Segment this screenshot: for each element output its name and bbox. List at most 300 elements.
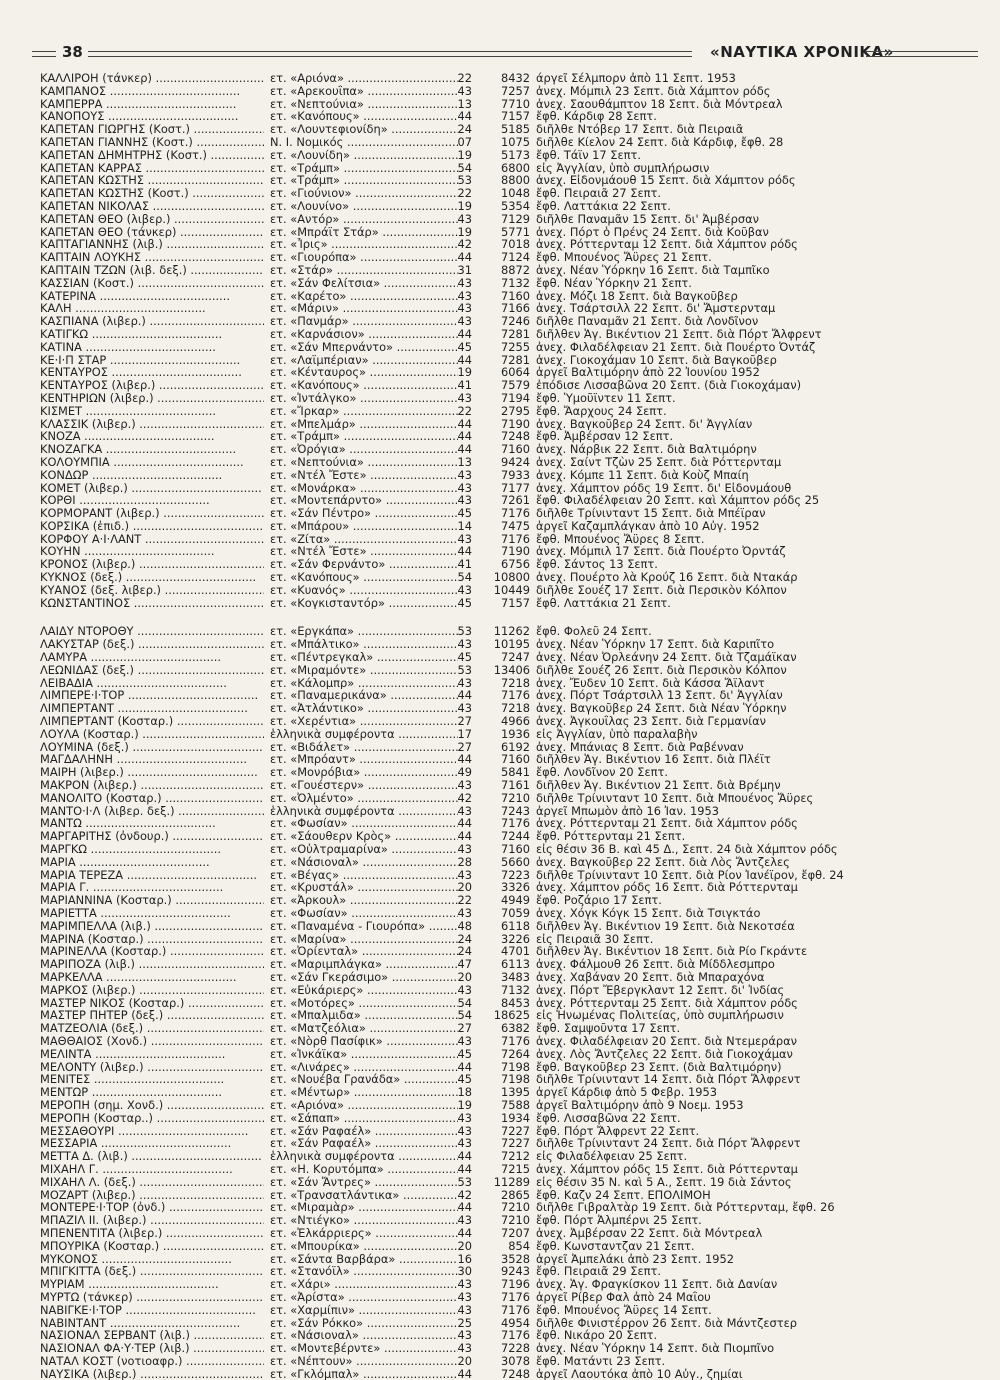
tonnage-value: 7190 [501, 417, 530, 431]
ship-entry-row [40, 187, 940, 200]
registry-agent: ετ. «Μπαλμιδα» ..... [270, 1009, 458, 1022]
ship-position: ἔφθ. Πόρτ Ἄλφρεντ 22 Σεπτ. [536, 1124, 700, 1138]
ship-entry-row [40, 174, 940, 187]
dwt-value: 43 [457, 276, 472, 290]
ship-position: ἀνεχ. Γιοκοχάμαν 10 Σεπτ. διὰ Βαγκοῦβερ [536, 353, 777, 367]
tonnage-value: 7579 [501, 379, 530, 392]
tonnage-value: 7132 [501, 276, 530, 290]
registry-agent: ετ. «Καρέτο» ..... [270, 290, 458, 303]
ship-entry-row [40, 533, 940, 546]
registry-agent: ετ. «Ματζεόλια» ..... [270, 1022, 458, 1035]
ship-name: ΝΑΣΙΟΝΑΛ ΣΕΡΒΑΝΤ (λιβ.) ..... [40, 1329, 264, 1342]
ship-name: ΜΑΡΙΑ ΤΕΡΕΖΑ ..... [40, 869, 264, 882]
ship-position: ἀνεχ. Νέαν Ὀρλεάνην 24 Σεπτ. διὰ Τζαμάϊκαν [536, 651, 797, 664]
tonnage-value: 5771 [501, 225, 530, 239]
ship-entry-row [40, 958, 940, 971]
ship-name: ΚΑΤΙΓΚΩ ..... [40, 328, 264, 341]
ship-name: ΚΑΜΠΑΝΟΣ ..... [40, 85, 264, 98]
dwt-value: 20 [457, 881, 472, 895]
registry-agent: ετ. «Κανόπους» ..... [270, 571, 458, 584]
ship-name: ΚΛΑΣΣΙΚ (λιβερ.) ..... [40, 418, 264, 431]
dwt-value: 42 [457, 791, 472, 805]
dwt-value: 53 [457, 625, 472, 639]
ship-position: ἀνεχ. Βαγκοῦβερ 24 Σεπτ. διὰ Νέαν Ὑόρκην [536, 702, 787, 716]
ship-entry-row [40, 1061, 940, 1074]
ship-position: διῆλθε Τρίνινταντ 14 Σεπτ. διὰ Πόρτ Ἄλφρεντ [536, 1073, 801, 1087]
dwt-value: 45 [457, 1047, 472, 1061]
ship-name: ΜΙΧΑΗΛ Γ. ..... [40, 1163, 264, 1176]
tonnage-value: 6756 [501, 558, 530, 572]
ship-entry-row [40, 226, 940, 239]
tonnage-value: 6800 [501, 161, 530, 175]
registry-agent: ετ. «Γιούνιον» ..... [270, 187, 458, 200]
registry-agent: ετ. «Ἀρκουλ» ..... [270, 894, 458, 907]
ship-entry-row [40, 728, 940, 741]
dwt-value: 17 [457, 727, 472, 741]
header-rule-left [32, 51, 56, 57]
dwt-value: 43 [457, 1137, 472, 1151]
ship-entry-row [40, 677, 940, 690]
ship-name: ΜΟΝΤΕΡΕ·Ι·ΤΟΡ (ὀνδ.) ..... [40, 1201, 264, 1214]
ship-position: ἀνεχ. Νέαν Ὑόρκην 14 Σεπτ. διὰ Πιομπῖνο [536, 1342, 775, 1355]
registry-agent: ετ. «Τρανσατλάντικα» ..... [270, 1189, 458, 1202]
ship-name: ΚΡΟΝΟΣ (λιβερ.) ..... [40, 558, 264, 571]
ship-name: ΛΙΜΠΕΡΕ·Ι·ΤΟΡ ..... [40, 689, 264, 702]
tonnage-value: 7227 [501, 1124, 530, 1138]
ship-name: ΚΑΠΕΤΑΝ ΓΙΑΝΝΗΣ (Κοστ.) ..... [40, 136, 264, 149]
tonnage-value: 9424 [501, 455, 530, 469]
ship-entry-row [40, 1368, 940, 1380]
ship-name: ΜΑΡΓΑΡΙΤΗΣ (ὀνδουρ.) ..... [40, 830, 264, 843]
dwt-value: 28 [457, 855, 472, 869]
ship-entry-row [40, 72, 940, 85]
ship-position: ἀργεῖ Καζαμπλάγκαν ἀπὸ 10 Αὐγ. 1952 [536, 519, 760, 533]
ship-name: ΛΙΜΠΕΡΤΑΝΤ (Κοσταρ.) ..... [40, 715, 264, 728]
tonnage-value: 7196 [501, 1278, 530, 1291]
dwt-value: 42 [457, 1188, 472, 1202]
registry-agent: ετ. «Σάν Γκεράσιμο» ..... [270, 971, 458, 984]
tonnage-value: 9243 [501, 1265, 530, 1279]
ship-position: ἀργεῖ Μπωμὸν ἀπὸ 16 Ἰαν. 1953 [536, 804, 720, 818]
tonnage-value: 854 [508, 1239, 530, 1253]
ship-name: ΜΑΣΤΕΡ ΝΙΚΟΣ (Κοσταρ.) ..... [40, 997, 264, 1010]
ship-position: ἀνεχ. Κόμπε 11 Σεπτ. διὰ Κοὺζ Μπαίη [536, 468, 749, 482]
dwt-value: 43 [457, 583, 472, 597]
ship-name: ΜΑΡΙΕΤΤΑ ..... [40, 907, 264, 920]
dwt-value: 19 [457, 366, 472, 380]
ship-entry-row [40, 1163, 940, 1176]
ship-entry-row [40, 277, 940, 290]
registry-agent: ετ. «Μάριν» ..... [270, 302, 458, 315]
registry-agent: ετ. «Ὀλμέντο» ..... [270, 792, 458, 805]
tonnage-value: 4701 [501, 945, 530, 959]
dwt-value: 20 [457, 970, 472, 984]
dwt-value: 19 [457, 199, 472, 213]
ship-position: ἀνεχ. Φιλαδέλφειαν 21 Σεπτ. διὰ Πουέρτο Ὀντάζ [536, 340, 816, 354]
registry-agent: ετ. «Σάν Ραφαέλ» ..... [270, 1137, 458, 1150]
registry-agent: ετ. «Καρνάσιον» ..... [270, 328, 458, 341]
ship-entry-row [40, 1099, 940, 1112]
registry-agent: ἑλληνικὰ συμφέροντα ..... [270, 805, 458, 818]
ship-entry-row [40, 430, 940, 443]
ship-name: ΜΑΡΓΚΩ ..... [40, 843, 264, 856]
dwt-value: 44 [457, 753, 472, 767]
ship-entry-row [40, 418, 940, 431]
ship-name: ΜΑΡΙΠΟΖΑ (λιβ.) ..... [40, 958, 264, 971]
dwt-value: 44 [457, 689, 472, 703]
ship-entry-row [40, 1150, 940, 1163]
ship-entry-row [40, 1137, 940, 1150]
ship-entry-row [40, 1112, 940, 1125]
ship-position: διῆλθεν Ἁγ. Βικέντιον 21 Σεπτ. διὰ Πόρτ Ἄλφρεντ [536, 327, 822, 341]
dwt-value: 13 [457, 455, 472, 469]
tonnage-value: 7281 [501, 353, 530, 367]
tonnage-value: 7160 [501, 289, 530, 303]
tonnage-value: 10449 [493, 583, 530, 597]
tonnage-value: 13406 [493, 663, 530, 677]
ship-entry-row [40, 482, 940, 495]
ship-position: ἀνεχ. Φιλαδέλφειαν 20 Σεπτ. διὰ Ντεμεράραν [536, 1034, 797, 1048]
ship-name: ΜΕΣΣΑΡΙΑ ..... [40, 1137, 264, 1150]
registry-agent: ετ. «Σάν Φελίτσια» ..... [270, 277, 458, 290]
ship-position: ἀνεχ. Μόμπιλ 17 Σεπτ. διὰ Πουέρτο Ὀρντάζ [536, 545, 786, 559]
ship-entry-row [40, 405, 940, 418]
ship-entry-row [40, 584, 940, 597]
registry-agent: ετ. «Κένταυρος» ..... [270, 366, 458, 379]
section-gap [40, 609, 940, 625]
registry-agent: ετ. «Ντέλ Ἔστε» ..... [270, 469, 458, 482]
registry-agent: ετ. «Ἰνκάϊκα» ..... [270, 1048, 458, 1061]
dwt-value: 43 [457, 1111, 472, 1125]
registry-agent: ετ. «Εργκάπα» ..... [270, 625, 458, 638]
dwt-value: 43 [457, 1278, 472, 1291]
registry-agent: ετ. «Αρεκουΐπα» ..... [270, 85, 458, 98]
ship-position: ἀργεῖ Λαουτόκα ἀπὸ 10 Αὐγ., ζημίαι [536, 1367, 743, 1380]
registry-agent: ετ. «Κανόπους» ..... [270, 379, 458, 392]
ship-position: ἔφθ. Λαττάκια 21 Σεπτ. [536, 596, 671, 610]
ship-entry-row [40, 741, 940, 754]
ship-name: ΝΑΣΙΟΝΑΛ ΦΑ·Υ·ΤΕΡ (λιβ.) ..... [40, 1342, 264, 1355]
tonnage-value: 7210 [501, 1201, 530, 1215]
tonnage-value: 8453 [501, 996, 530, 1010]
dwt-value: 44 [457, 430, 472, 444]
tonnage-value: 7132 [501, 983, 530, 997]
ship-name: ΚΟΡΦΟΥ Α·Ι·ΛΑΝΤ ..... [40, 533, 264, 546]
ship-name: ΚΑΠΤΑΙΝ ΤΖΩΝ (λιβ. δεξ.) ..... [40, 264, 264, 277]
tonnage-value: 7588 [501, 1098, 530, 1112]
ship-name: ΚΟΝΔΩΡ ..... [40, 469, 264, 482]
tonnage-value: 3483 [501, 970, 530, 984]
ship-position: ἀνεχ. Ἁγ. Φραγκίσκον 11 Σεπτ. διὰ Δανίαν [536, 1278, 778, 1291]
ship-entry-row [40, 984, 940, 997]
ship-entry-row [40, 149, 940, 162]
ship-position: ἔφθ. Πόρτ Ἀλμπέρνι 25 Σεπτ. [536, 1214, 702, 1227]
ship-entry-row [40, 766, 940, 779]
ship-name: ΚΟΡΘΙ ..... [40, 494, 264, 507]
publication-title: «ΝΑΥΤΙΚΑ ΧΡΟΝΙΚΑ» [710, 43, 894, 61]
dwt-value: 43 [457, 1342, 472, 1355]
registry-agent: ετ. «Ἀτλάντικο» ..... [270, 702, 458, 715]
ship-entry-row [40, 1201, 940, 1214]
dwt-value: 19 [457, 225, 472, 239]
ship-position: εἰς Ἀγγλίαν, ὑπὸ συμπλήρωσιν [536, 161, 710, 175]
ship-entry-row [40, 85, 940, 98]
dwt-value: 48 [457, 919, 472, 933]
ship-position: διῆλθε Τρίνινταντ 10 Σεπτ. διὰ Μπουένος Ἄϋρες [536, 791, 814, 805]
tonnage-value: 7124 [501, 251, 530, 264]
tonnage-value: 7018 [501, 238, 530, 252]
ship-name: ΚΑΜΠΕΡΡΑ ..... [40, 98, 264, 111]
ship-name: ΜΑΝΤΩ ..... [40, 817, 264, 830]
ship-position: ἀργεῖ Ρίβερ Φαλ ἀπὸ 24 Μαΐου [536, 1290, 711, 1304]
ship-position: ἀνεχ. Νάρβικ 22 Σεπτ. διὰ Βαλτιμόρην [536, 443, 757, 456]
registry-agent: ετ. «Τράμπ» ..... [270, 174, 458, 187]
tonnage-value: 5841 [501, 766, 530, 780]
tonnage-value: 10195 [493, 638, 530, 652]
ship-position: ἀργεῖ Κάρδιφ ἀπὸ 5 Φεβρ. 1953 [536, 1086, 717, 1099]
ship-position: ἔφθ. Σαμψοῦντα 17 Σεπτ. [536, 1022, 681, 1035]
ship-entry-row [40, 817, 940, 830]
ship-name: ΝΑΤΑΛ ΚΟΣΤ (νοτιοαφρ.) ..... [40, 1355, 264, 1368]
tonnage-value: 7710 [501, 97, 530, 111]
tonnage-value: 7218 [501, 676, 530, 690]
ship-entry-row [40, 971, 940, 984]
ship-position: διῆλθε Κίελον 24 Σεπτ. διὰ Κάρδιφ, ἔφθ. 28 [536, 135, 784, 149]
dwt-value: 44 [457, 1226, 472, 1240]
dwt-value: 43 [457, 494, 472, 508]
ship-entry-row [40, 354, 940, 367]
dwt-value: 22 [457, 404, 472, 418]
dwt-value: 18 [457, 1086, 472, 1099]
ship-name: ΚΑΠΕΤΑΝ ΓΙΩΡΓΗΣ (Κοστ.) ..... [40, 123, 264, 136]
dwt-value: 24 [457, 123, 472, 136]
ship-entry-row [40, 779, 940, 792]
ship-position: εἰς Ἡνωμένας Πολιτείας, ὑπὸ συμπλήρωσιν [536, 1009, 784, 1023]
dwt-value: 41 [457, 379, 472, 392]
registry-agent: ετ. «Νάσιοναλ» ..... [270, 1329, 458, 1342]
ship-name: ΛΟΥΜΙΝΑ (δεξ.) ..... [40, 741, 264, 754]
ship-entry-row [40, 392, 940, 405]
dwt-value: 43 [457, 843, 472, 856]
dwt-value: 31 [457, 263, 472, 277]
ship-entry-row [40, 366, 940, 379]
ship-entry-row [40, 264, 940, 277]
ship-name: ΛΕΙΒΑΔΙΑ ..... [40, 677, 264, 690]
ship-name: ΚΑΛΛΙΡΟΗ (τάνκερ) ..... [40, 72, 264, 85]
ship-position: ἔφθ. Νικάρο 20 Σεπτ. [536, 1329, 658, 1343]
ship-position: ἀνεχ. Ρόττερνταμ 25 Σεπτ. διὰ Χάμπτον ρόδς [536, 996, 798, 1010]
ship-name: ΚΑΠΕΤΑΝ ΚΩΣΤΗΣ (Κοστ.) ..... [40, 187, 264, 200]
registry-agent: ετ. «Ἶρις» ..... [270, 238, 458, 251]
ship-position: ἀνεχ. Ρόττερνταμ 12 Σεπτ. διὰ Χάμπτον ρόδς [536, 238, 798, 252]
ship-position: διῆλθεν Ἁγ. Βικέντιον 19 Σεπτ. διὰ Νεκοτσέα [536, 919, 795, 933]
registry-agent: ετ. «Κογκισταντόρ» ..... [270, 597, 458, 610]
ship-position-list [40, 72, 940, 1380]
tonnage-value: 7176 [501, 532, 530, 546]
ship-entry-row [40, 1329, 940, 1342]
registry-agent: ετ. «Πανμάρ» ..... [270, 315, 458, 328]
registry-agent: ετ. «Σάν Ραφαέλ» ..... [270, 1125, 458, 1138]
dwt-value: 44 [457, 545, 472, 559]
tonnage-value: 7176 [501, 1303, 530, 1317]
tonnage-value: 6113 [501, 958, 530, 971]
registry-agent: ετ. «Ἴρκαρ» ..... [270, 405, 458, 418]
registry-agent: ετ. «Νὸρθ Πασίφικ» ..... [270, 1035, 458, 1048]
tonnage-value: 7160 [501, 843, 530, 856]
ship-entry-row [40, 1253, 940, 1266]
ship-entry-row [40, 894, 940, 907]
dwt-value: 44 [457, 353, 472, 367]
ship-position: ἀργεῖ Βαλτιμόρην ἀπὸ 9 Νοεμ. 1953 [536, 1098, 744, 1112]
ship-entry-row [40, 689, 940, 702]
ship-name: ΜΑΝΤΟ·Ι·Λ (λιβερ. δεξ.) ..... [40, 805, 264, 818]
ship-position: ἔφθ. Λονδῖνον 20 Σεπτ. [536, 766, 668, 780]
tonnage-value: 7281 [501, 327, 530, 341]
ship-name: ΜΑΤΖΕΟΛΙΑ (δεξ.) ..... [40, 1022, 264, 1035]
tonnage-value: 2865 [501, 1188, 530, 1202]
ship-position: διῆλθε Φινιστέρρον 26 Σεπτ. διὰ Μάντζεστερ [536, 1316, 797, 1330]
ship-name: ΜΥΡΤΩ (τάνκερ) ..... [40, 1291, 264, 1304]
ship-entry-row [40, 1086, 940, 1099]
registry-agent: ετ. «Μπράϊτ Στάρ» ..... [270, 226, 458, 239]
tonnage-value: 7210 [501, 1214, 530, 1227]
ship-name: ΚΑΛΗ ..... [40, 302, 264, 315]
registry-agent: ετ. «Ὀρόγια» ..... [270, 443, 458, 456]
tonnage-value: 5173 [501, 148, 530, 162]
registry-agent: ετ. «Ντέλ Ἔστε» ..... [270, 545, 458, 558]
registry-agent: ετ. «Μιραμὰρ» ..... [270, 1201, 458, 1214]
registry-agent: ετ. «Αριόνα» ..... [270, 72, 458, 85]
tonnage-value: 7243 [501, 804, 530, 818]
registry-agent: ετ. «Σάν Πέντρο» ..... [270, 507, 458, 520]
tonnage-value: 7194 [501, 391, 530, 405]
dwt-value: 22 [457, 72, 472, 85]
ship-position: ἀνεχ. Ἀμβέρσαν 22 Σεπτ. διὰ Μόντρεαλ [536, 1226, 763, 1240]
tonnage-value: 7198 [501, 1060, 530, 1074]
ship-entry-row [40, 869, 940, 882]
registry-agent: ετ. «Σάν Ἄντρες» ..... [270, 1176, 458, 1189]
ship-position: ἀνεχ. Χάμπτον ρόδς 19 Σεπτ. δι' Εἰδονμάουθ [536, 481, 792, 495]
tonnage-value: 7176 [501, 817, 530, 831]
ship-name: ΜΑΣΤΕΡ ΠΗΤΕΡ (δεξ.) ..... [40, 1009, 264, 1022]
ship-name: ΚΑΠΕΤΑΝ ΚΩΣΤΗΣ ..... [40, 174, 264, 187]
ship-entry-row [40, 571, 940, 584]
registry-agent: ετ. «Σάπαπ» ..... [270, 1112, 458, 1125]
ship-entry-row [40, 843, 940, 856]
tonnage-value: 5185 [501, 123, 530, 136]
ship-name: ΜΑΡΙΝΕΛΛΑ (Κοσταρ.) ..... [40, 945, 264, 958]
dwt-value: 54 [457, 161, 472, 175]
dwt-value: 43 [457, 468, 472, 482]
ship-entry-row [40, 545, 940, 558]
dwt-value: 44 [457, 1367, 472, 1380]
ship-name: ΛΑΙΔΥ ΝΤΟΡΟΘΥ ..... [40, 625, 264, 638]
registry-agent: ετ. «Σάν Φερνάντο» ..... [270, 558, 458, 571]
registry-agent: ετ. «Μοντεβέρντε» ..... [270, 1342, 458, 1355]
ship-entry-row [40, 1304, 940, 1317]
ship-name: ΚΙΣΜΕΤ ..... [40, 405, 264, 418]
tonnage-value: 3226 [501, 932, 530, 946]
ship-position: ἀνεχ. Εἰδονμάουθ 15 Σεπτ. διὰ Χάμπτον ρόδς [536, 174, 796, 188]
ship-position: ἀνεχ. Ἔυδεν 10 Σεπτ. διὰ Κάσσα Ἄϊλαντ [536, 676, 765, 690]
ship-name: ΚΟΜΕΤ (λιβερ.) ..... [40, 482, 264, 495]
registry-agent: ετ. «Χερέντια» ..... [270, 715, 458, 728]
ship-entry-row [40, 664, 940, 677]
tonnage-value: 7218 [501, 702, 530, 716]
dwt-value: 44 [457, 1162, 472, 1176]
ship-position: ἔφθ. Λαττάκια 22 Σεπτ. [536, 199, 671, 213]
ship-position: άργεῖ Σέλμπορν ἀπὸ 11 Σεπτ. 1953 [536, 72, 736, 85]
ship-position: ἀνεχ. Μπάνιας 8 Σεπτ. διὰ Ραβένναν [536, 740, 744, 754]
ship-position: ἀργεῖ Ἀμπελάκι ἀπὸ 23 Σεπτ. 1952 [536, 1252, 734, 1266]
ship-name: ΚΑΤΕΡΙΝΑ ..... [40, 290, 264, 303]
registry-agent: ετ. «Πέντρεγκαλ» ..... [270, 651, 458, 664]
registry-agent: ετ. «Λινάρες» ..... [270, 1061, 458, 1074]
ship-name: ΚΑΣΠΙΑΝΑ (λιβερ.) ..... [40, 315, 264, 328]
registry-agent: ετ. «Παναμένα - Γιουρόπα» ..... [270, 920, 458, 933]
ship-position: ἔφθ. Μπουένος Ἄϋρες 21 Σεπτ. [536, 251, 712, 264]
ship-entry-row [40, 1009, 940, 1022]
ship-name: ΜΑΡΙΑ ..... [40, 856, 264, 869]
dwt-value: 30 [457, 1265, 472, 1279]
ship-entry-row [40, 907, 940, 920]
ship-position: εἰς θέσιν 35 Ν. καὶ 5 Α., Σεπτ. 19 διὰ Σάντος [536, 1175, 792, 1189]
dwt-value: 43 [457, 481, 472, 495]
dwt-value: 43 [457, 1214, 472, 1227]
tonnage-value: 7227 [501, 1137, 530, 1151]
tonnage-value: 7166 [501, 302, 530, 316]
ship-entry-row [40, 805, 940, 818]
dwt-value: 22 [457, 894, 472, 907]
tonnage-value: 7157 [501, 110, 530, 124]
tonnage-value: 7215 [501, 1162, 530, 1176]
ship-position: εἰς Ἀγγλίαν, ὑπὸ παραλαβὴν [536, 727, 698, 741]
dwt-value: 53 [457, 663, 472, 677]
ship-name: ΛΑΜΥΡΑ ..... [40, 651, 264, 664]
ship-name: ΝΑΒΙΓΚΕ·Ι·ΤΟΡ ..... [40, 1304, 264, 1317]
ship-entry-row [40, 200, 940, 213]
ship-name: ΜΕΡΟΠΗ (Κοσταρ..) ..... [40, 1112, 264, 1125]
registry-agent: ετ. «Μαριμπλάγκα» ..... [270, 958, 458, 971]
ship-name: ΚΑΣΣΙΑΝ (Κοστ.) ..... [40, 277, 264, 290]
page-number: 38 [62, 43, 83, 61]
ship-name: ΛΑΚΥΣΤΑΡ (δεξ.) ..... [40, 638, 264, 651]
ship-position: ἀνεχ. Νέαν Ὑόρκην 16 Σεπτ. διὰ Ταμπῖκο [536, 263, 770, 277]
tonnage-value: 7247 [501, 651, 530, 664]
registry-agent: ετ. «Λουντεφιονίδη» ..... [270, 123, 458, 136]
registry-agent: ετ. «Μπρόαντ» ..... [270, 753, 458, 766]
dwt-value: 43 [457, 289, 472, 303]
tonnage-value: 1395 [501, 1086, 530, 1099]
registry-agent: ετ. «Χάρι» ..... [270, 1278, 458, 1291]
ship-name: ΚΩΝΣΤΑΝΤΙΝΟΣ ..... [40, 597, 264, 610]
ship-entry-row [40, 1342, 940, 1355]
ship-position: ἔφθ. Σάντος 13 Σεπτ. [536, 558, 658, 572]
tonnage-value: 1934 [501, 1111, 530, 1125]
ship-entry-row [40, 238, 940, 251]
ship-entry-row [40, 1189, 940, 1202]
registry-agent: ετ. «Ἀρίστα» ..... [270, 1291, 458, 1304]
ship-name: ΜΕΛΙΝΤΑ ..... [40, 1048, 264, 1061]
ship-entry-row [40, 520, 940, 533]
ship-entry-row [40, 651, 940, 664]
dwt-value: 43 [457, 302, 472, 316]
tonnage-value: 8432 [501, 72, 530, 85]
ship-position: ἔφθ. Λισσαβῶνα 22 Σεπτ. [536, 1111, 681, 1125]
dwt-value: 14 [457, 519, 472, 533]
registry-agent: ετ. «Νεπτούνια» ..... [270, 98, 458, 111]
ship-entry-row [40, 1278, 940, 1291]
